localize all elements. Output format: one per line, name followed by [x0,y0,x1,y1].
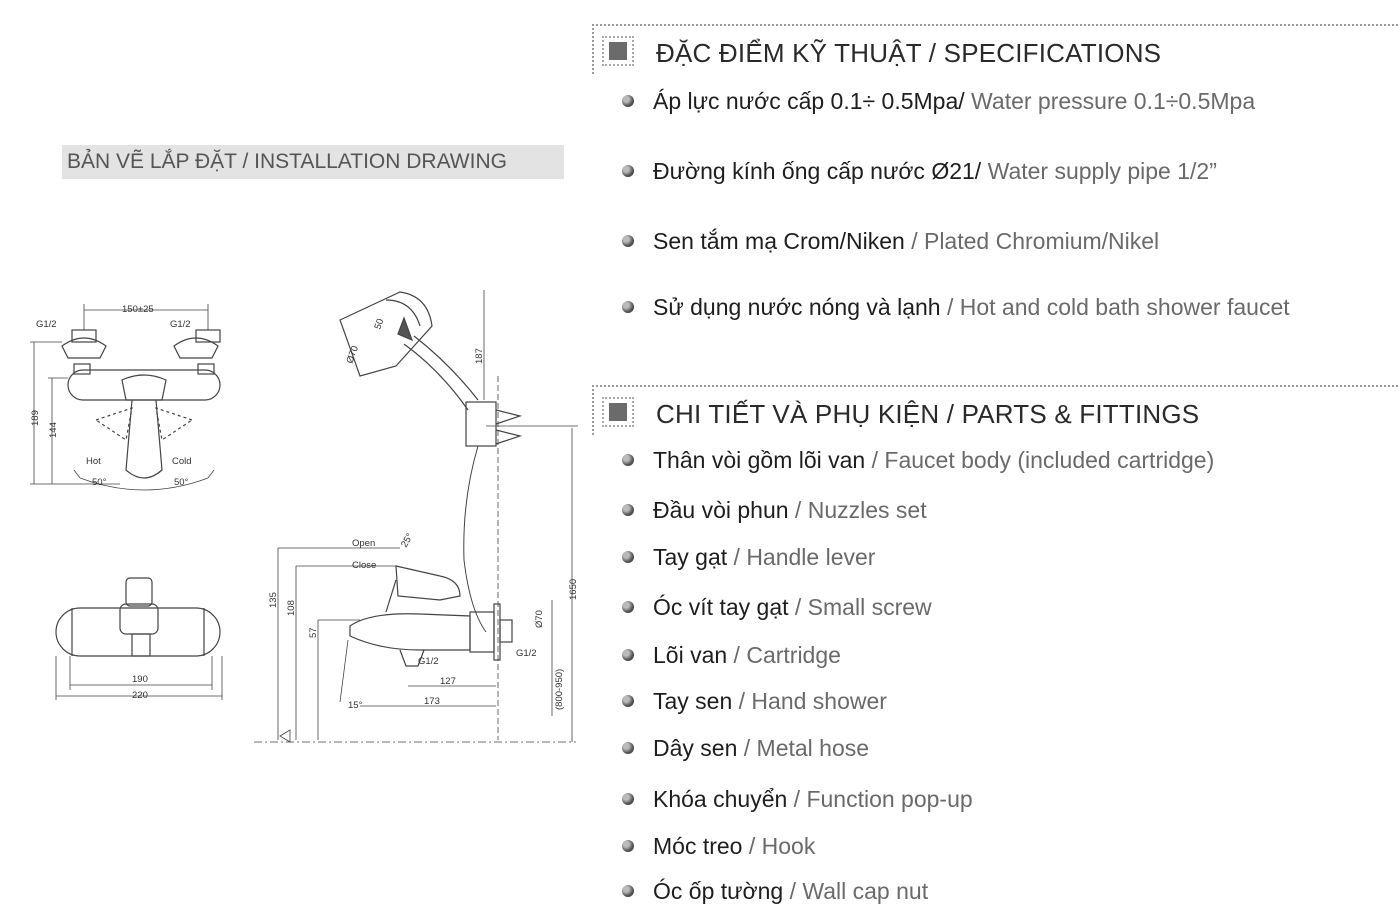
part-item [622,833,815,860]
bullet-icon [622,95,634,107]
part-item-en: / Handle lever [727,544,876,570]
parts-heading-sep: / [939,399,962,429]
label-dim-144: 144 [48,422,59,438]
part-item [622,688,887,715]
part-item-vi: Tay sen [653,688,733,714]
bullet-icon [622,840,634,852]
bullet-icon [622,454,634,466]
part-item-en: / Wall cap nut [783,878,929,904]
part-item [622,786,973,813]
part-item-vi: Thân vòi gồm lõi van [653,447,866,473]
section-square-icon [602,36,634,66]
spec-item-en: / Hot and cold bath shower faucet [940,294,1290,320]
spec-item [622,294,1290,321]
part-item [622,735,869,762]
bullet-icon [622,793,634,805]
bullet-icon [622,504,634,516]
part-item [622,594,932,621]
spec-item-en: / Plated Chromium/Nikel [904,228,1160,254]
section-square-icon [602,397,634,427]
label-dim-127: 127 [440,676,456,687]
label-dim-150: 150±25 [122,304,154,315]
label-g12-side: G1/2 [516,648,537,659]
label-dia-70-head: Ø70 [344,344,361,366]
part-item [622,497,927,524]
label-cold: Cold [172,456,192,467]
label-dim-187: 187 [474,348,485,364]
label-hot: Hot [86,456,101,467]
label-dim-220: 220 [132,690,148,701]
label-close: Close [352,560,377,571]
spec-item [622,228,1159,255]
part-item-vi: Khóa chuyển [653,786,788,812]
specifications-heading-sep: / [921,38,944,68]
bullet-icon [622,551,634,563]
spec-item-en: Water supply pipe 1/2” [981,158,1217,184]
label-dim-135: 135 [268,592,279,608]
label-dim-108: 108 [286,600,297,616]
label-g12-left: G1/2 [36,319,57,330]
bullet-icon [622,885,634,897]
part-item-en: / Cartridge [727,642,841,668]
installation-title-en: INSTALLATION DRAWING [254,150,507,173]
label-dim-189: 189 [30,410,41,426]
bullet-icon [622,695,634,707]
specifications-heading [656,38,1161,69]
label-dia-70-wall: Ø70 [534,610,545,628]
part-item-vi: Óc vít tay gạt [653,594,789,620]
label-angle-50-left: 50° [92,477,107,488]
part-item-en: / Small screw [788,594,932,620]
installation-title-vi: BẢN VẼ LẮP ĐẶT [67,150,237,173]
parts-heading-en: PARTS & FITTINGS [961,399,1200,429]
part-item-vi: Đầu vòi phun [653,497,789,523]
spec-item-vi: Áp lực nước cấp 0.1÷ 0.5Mpa/ [653,88,965,114]
part-item-en: / Nuzzles set [788,497,927,523]
label-open: Open [352,538,376,549]
label-dim-800-950: (800-950) [554,668,565,710]
label-dim-1650: 1650 [568,578,579,600]
specifications-header [592,24,1398,74]
label-angle-50-right: 50° [174,477,189,488]
label-dim-57: 57 [308,627,319,638]
label-dia-50-head: 50 [372,317,387,332]
part-item-vi: Óc ốp tường [653,878,784,904]
parts-header [592,385,1398,435]
specifications-heading-en: SPECIFICATIONS [943,38,1162,68]
label-dim-173: 173 [424,696,440,707]
part-item-en: / Hand shower [732,688,887,714]
part-item-en: / Hook [742,833,816,859]
part-item [622,642,841,669]
label-angle-25: 25° [399,531,416,550]
bullet-icon [622,649,634,661]
part-item-vi: Dây sen [653,735,738,761]
label-g12-right: G1/2 [170,319,191,330]
bullet-icon [622,742,634,754]
spec-item-vi: Sử dụng nước nóng và lạnh [653,294,941,320]
side-view-shower-set [254,290,578,742]
specifications-heading-vi: ĐẶC ĐIỂM KỸ THUẬT [656,38,922,68]
part-item-vi: Móc treo [653,833,743,859]
part-item [622,544,875,571]
bullet-icon [622,165,634,177]
bullet-icon [622,235,634,247]
parts-heading [656,399,1199,430]
part-item-en: / Function pop-up [787,786,973,812]
installation-drawing-title [62,145,564,179]
part-item-en: / Metal hose [737,735,870,761]
parts-heading-vi: CHI TIẾT VÀ PHỤ KIỆN [656,399,940,429]
label-dim-190: 190 [132,674,148,685]
part-item-vi: Tay gạt [653,544,728,570]
spec-item [622,158,1217,185]
spec-item-vi: Sen tắm mạ Crom/Niken [653,228,905,254]
spec-item [622,88,1255,115]
part-item-vi: Lõi van [653,642,728,668]
bullet-icon [622,601,634,613]
installation-drawing [0,270,590,770]
spec-item-en: Water pressure 0.1÷0.5Mpa [964,88,1256,114]
part-item [622,878,928,905]
label-angle-15: 15° [348,700,363,711]
installation-title-sep: / [236,150,255,173]
label-g12-bottom: G1/2 [418,656,439,667]
bullet-icon [622,301,634,313]
part-item [622,447,1214,474]
spec-item-vi: Đường kính ống cấp nước Ø21/ [653,158,982,184]
part-item-en: / Faucet body (included cartridge) [865,447,1215,473]
